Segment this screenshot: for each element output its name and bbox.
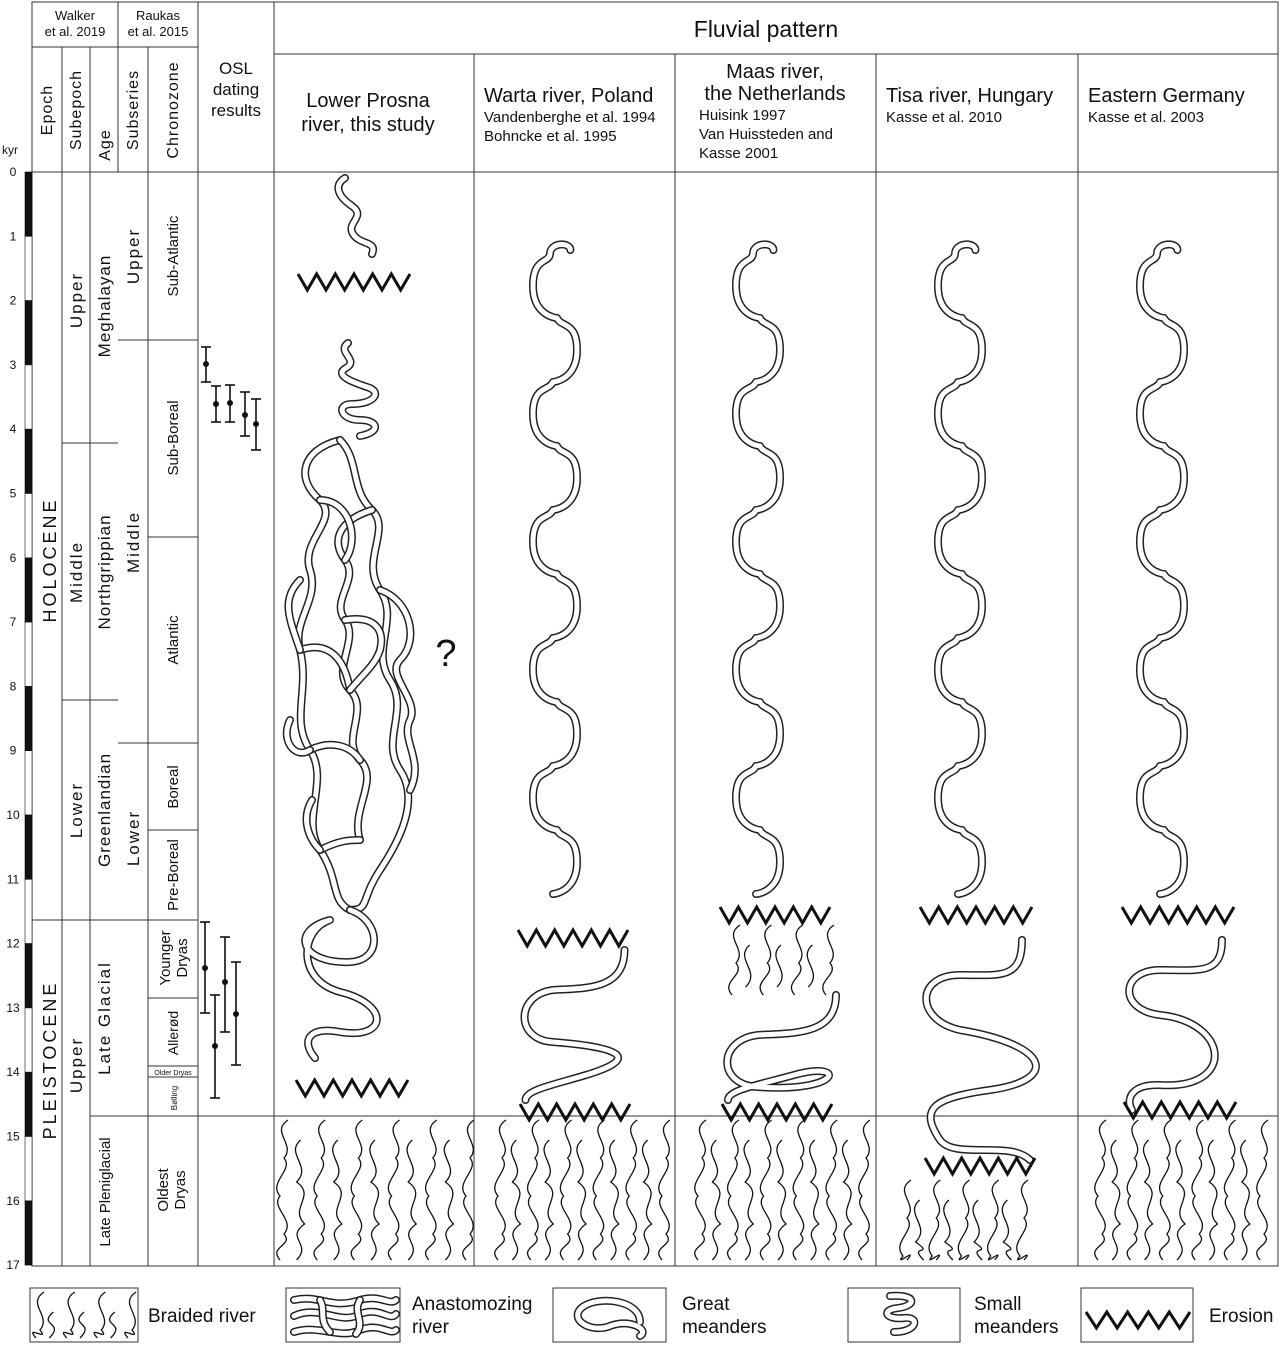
braid-channel [626,1120,637,1260]
braid-channel [593,1120,604,1260]
river-refs-3: Kasse 2001 [699,145,779,162]
braid-channel [745,945,751,987]
osl-bar [210,995,220,1098]
great-meander [727,995,836,1100]
braided-river [900,1180,1028,1260]
anastomosing-river [287,440,415,910]
braid-channel [1017,1180,1028,1260]
braid-channel [826,1120,837,1260]
erosion-mark [296,1080,408,1096]
scale-segment [25,172,32,236]
braid-channel [777,1140,786,1260]
braided-river [277,1120,474,1260]
osl-header-line: results [210,101,262,120]
chronozone-oldest-dryas [155,1167,189,1211]
erosion-mark [925,1158,1035,1174]
braid-channel [544,1140,553,1260]
scale-segment [25,1072,32,1136]
river-refs-2: Bohncke et al. 1995 [484,128,617,145]
table-grid [32,2,1278,1266]
subseries-lower: Lower [124,809,143,867]
osl-bar [231,962,241,1065]
subseries-upper: Upper [124,227,143,285]
time-scale-bar [25,172,32,1265]
braid-channel [695,1120,706,1260]
osl-bar [200,922,210,1013]
subepoch-middle: Middle [67,540,86,604]
braid-channel [444,1140,453,1260]
legend-label: river [412,1317,449,1338]
braid-channel [929,1180,940,1260]
braid-channel [1111,1140,1120,1260]
axis-tick-label: 11 [6,872,20,887]
river-refs-4: Kasse et al. 2010 [886,109,1002,126]
river-title-3: Maas river, [726,61,824,83]
osl-bar [251,399,261,450]
braid-channel [810,1140,819,1260]
erosion-mark [298,274,410,290]
river-title-prosna: Lower Prosna [306,90,430,112]
erosion-mark [720,907,830,923]
chronozone-atlantic: Atlantic [165,615,182,665]
small-meander-late-inner [338,178,373,254]
small-meanders-outline [533,244,577,894]
braid-channel [791,925,802,995]
axis-unit-label: kyr [2,143,18,157]
scale-segment [25,879,32,943]
subepoch-header: Subepoch [68,69,85,151]
great-meander-tisa-inner [926,940,1036,1160]
subepoch-upper-pleistocene: Upper [67,1036,86,1094]
scale-segment [25,494,32,558]
erosion-mark [920,907,1032,923]
age-greenlandian: Greenlandian [95,752,114,868]
axis-tick-label: 1 [9,229,17,244]
braid-channel [973,1200,982,1260]
braid-channel [842,1140,851,1260]
scale-segment [25,686,32,750]
erosion-mark [518,930,628,946]
braid-channel [426,1120,437,1260]
small-meanders-outline [938,244,982,894]
braid-channel [1176,1140,1185,1260]
time-axis-labels [6,165,20,1272]
braid-channel [560,1120,571,1260]
subepoch-lower: Lower [67,781,86,839]
raukas-ref-line: et al. 2015 [127,24,189,39]
braid-channel [807,945,813,987]
legend-label: Braided river [148,1306,256,1327]
river-refs-3: Van Huissteden and [699,126,833,143]
fluvial-pattern-title: Fluvial pattern [693,16,839,42]
river-refs-2: Vandenberghe et al. 1994 [484,109,656,126]
walker-header [45,8,106,39]
small-meanders [533,244,577,894]
braid-channel [463,1120,474,1260]
scale-segment [25,622,32,686]
chronozone-younger-dryas [157,930,191,985]
chronozone-sub-boreal: Sub-Boreal [165,400,182,476]
braid-channel [295,1140,304,1260]
braid-channel [659,1120,670,1260]
subepoch-upper-holocene: Upper [67,271,86,329]
chronozone-oldest-dryas-line: Dryas [172,1170,189,1210]
scale-segment [25,1008,32,1072]
braid-channel [642,1140,651,1260]
scale-segment [25,558,32,622]
axis-tick-label: 0 [9,165,17,179]
scale-segment [25,944,32,1008]
braid-channel [277,1120,288,1260]
legend-label: Erosion [1209,1306,1274,1327]
subseries-header: Subseries [125,69,142,151]
braid-channel [823,925,834,995]
great-meander-eastern-germany [1129,940,1222,1110]
braid-channel [1095,1120,1106,1260]
axis-tick-label: 2 [9,293,17,308]
braid-channel [729,925,740,995]
legend-label: Great [682,1294,730,1315]
braid-channel [744,1140,753,1260]
erosion-mark [722,1104,832,1120]
braid-channel [1160,1120,1171,1260]
small-meanders-prosna-inner [342,343,375,436]
axis-tick-label: 8 [9,679,17,694]
scale-segment [25,236,32,300]
river-refs-3: Huisink 1997 [699,107,786,124]
river-title-2: Warta river, Poland [484,85,654,107]
scale-segment [25,751,32,815]
great-meander-prosna [305,910,376,1058]
braid-channel [728,1120,739,1260]
chronozone-bolling: Bølling [170,1085,179,1111]
braid-channel [1208,1140,1217,1260]
axis-tick-label: 16 [6,1193,20,1208]
braided-river [1095,1120,1268,1260]
small-meanders-outline [736,244,780,894]
great-meander-eastern-germany-inner [1129,940,1222,1110]
legend-box [1081,1288,1193,1342]
axis-tick-label: 9 [9,743,17,758]
river-title-4: Tisa river, Hungary [886,85,1054,107]
river-title-prosna: river, this study [301,114,435,136]
river-title-3: the Netherlands [704,83,846,105]
chronozone-younger-dryas-line: Dryas [174,938,191,978]
question-mark: ? [435,633,457,675]
braid-channel [760,1120,771,1260]
braid-channel [914,1200,923,1260]
osl-bar [201,347,211,382]
erosion-mark [1122,907,1234,923]
axis-tick-label: 7 [9,615,17,630]
axis-tick-label: 4 [9,422,17,437]
braid-channel [388,1120,399,1260]
scale-segment [25,1201,32,1265]
braid-channel [610,1140,619,1260]
epoch-header: Epoch [39,84,56,136]
legend-label: Anastomozing [412,1294,533,1315]
braid-channel [511,1140,520,1260]
small-meanders [938,244,982,894]
raukas-header [128,8,189,39]
axis-tick-label: 15 [6,1129,20,1144]
age-late-pleniglacial: Late Pleniglacial [97,1137,114,1247]
axis-tick-label: 5 [9,486,17,501]
braid-channel [1257,1120,1268,1260]
braid-channel [1002,1200,1011,1260]
chronozone-header: Chronozone [165,61,182,159]
braided-river [729,925,834,995]
chronozone-pre-boreal: Pre-Boreal [165,839,182,911]
osl-bar [225,385,235,422]
braid-channel [900,1180,911,1260]
erosion-mark [520,1104,630,1120]
braided-river [495,1120,670,1260]
osl-header-line: OSL [218,59,254,78]
legend-label: Small [974,1294,1022,1315]
chronozone-younger-dryas-line: Younger [157,930,174,986]
braid-channel [495,1120,506,1260]
chronozone-sub-atlantic: Sub-Atlantic [165,215,182,297]
great-meander-tisa [926,940,1036,1160]
scale-segment [25,365,32,429]
small-meanders [736,244,780,894]
braid-channel [577,1140,586,1260]
legend [30,1288,1273,1342]
braid-channel [760,925,771,995]
legend-label: meanders [974,1317,1059,1338]
scale-segment [25,1137,32,1201]
fluvial-patterns [277,178,1268,1260]
axis-tick-label: 3 [9,357,17,372]
age-northgrippian: Northgrippian [95,514,114,630]
river-headers [301,61,1244,162]
braid-channel [1143,1140,1152,1260]
axis-tick-label: 6 [9,550,17,565]
braid-channel [1224,1120,1235,1260]
epoch-holocene: HOLOCENE [40,497,60,623]
braided-river [695,1120,870,1260]
axis-tick-label: 10 [6,808,20,822]
age-meghalayan: Meghalayan [95,254,114,358]
legend-box [553,1288,666,1342]
braid-channel [988,1180,999,1260]
braid-channel [859,1120,870,1260]
braid-channel [958,1180,969,1260]
age-header: Age [97,129,114,161]
braid-channel [793,1120,804,1260]
chronozone-older-dryas: Older Dryas [154,1070,192,1077]
osl-bar [220,937,230,1032]
axis-tick-label: 12 [6,936,20,951]
braid-channel [1192,1120,1203,1260]
river-title-5: Eastern Germany [1088,85,1245,107]
braid-channel [776,945,782,987]
braid-channel [1127,1120,1138,1260]
chronozone-boreal: Boreal [165,765,182,809]
small-meanders [1140,244,1184,894]
braid-channel [314,1120,325,1260]
scale-segment [25,301,32,365]
legend-label: meanders [682,1317,767,1338]
great-meander-inner [525,950,625,1100]
walker-ref-line: et al. 2019 [44,24,106,39]
age-late-glacial: Late Glacial [95,961,114,1075]
axis-tick-label: 17 [6,1258,20,1273]
braid-channel [1241,1140,1250,1260]
axis-tick-label: 14 [6,1065,20,1080]
small-meander-late [338,178,373,254]
braid-channel [711,1140,720,1260]
raukas-ref-line: Raukas [135,8,181,23]
axis-tick-label: 13 [6,1000,20,1015]
chronozone-allerod: Allerød [165,1010,181,1056]
osl-bar [240,392,250,436]
chronozone-oldest-dryas-line: Oldest [155,1168,172,1212]
braid-channel [944,1200,953,1260]
osl-header [211,59,261,120]
great-meander [525,950,625,1100]
walker-ref-line: Walker [55,8,95,23]
osl-results [200,347,261,1098]
braid-channel [370,1140,379,1260]
river-refs-5: Kasse et al. 2003 [1088,109,1204,126]
small-meanders-prosna [342,343,375,436]
braid-channel [407,1140,416,1260]
osl-header-line: dating [212,80,260,99]
braid-channel [333,1140,342,1260]
osl-bar [211,386,221,422]
scale-segment [25,815,32,879]
small-meanders-outline [1140,244,1184,894]
scale-segment [25,429,32,493]
braid-channel [351,1120,362,1260]
epoch-pleistocene: PLEISTOCENE [40,980,60,1140]
braid-channel [528,1120,539,1260]
subseries-middle: Middle [124,510,143,574]
